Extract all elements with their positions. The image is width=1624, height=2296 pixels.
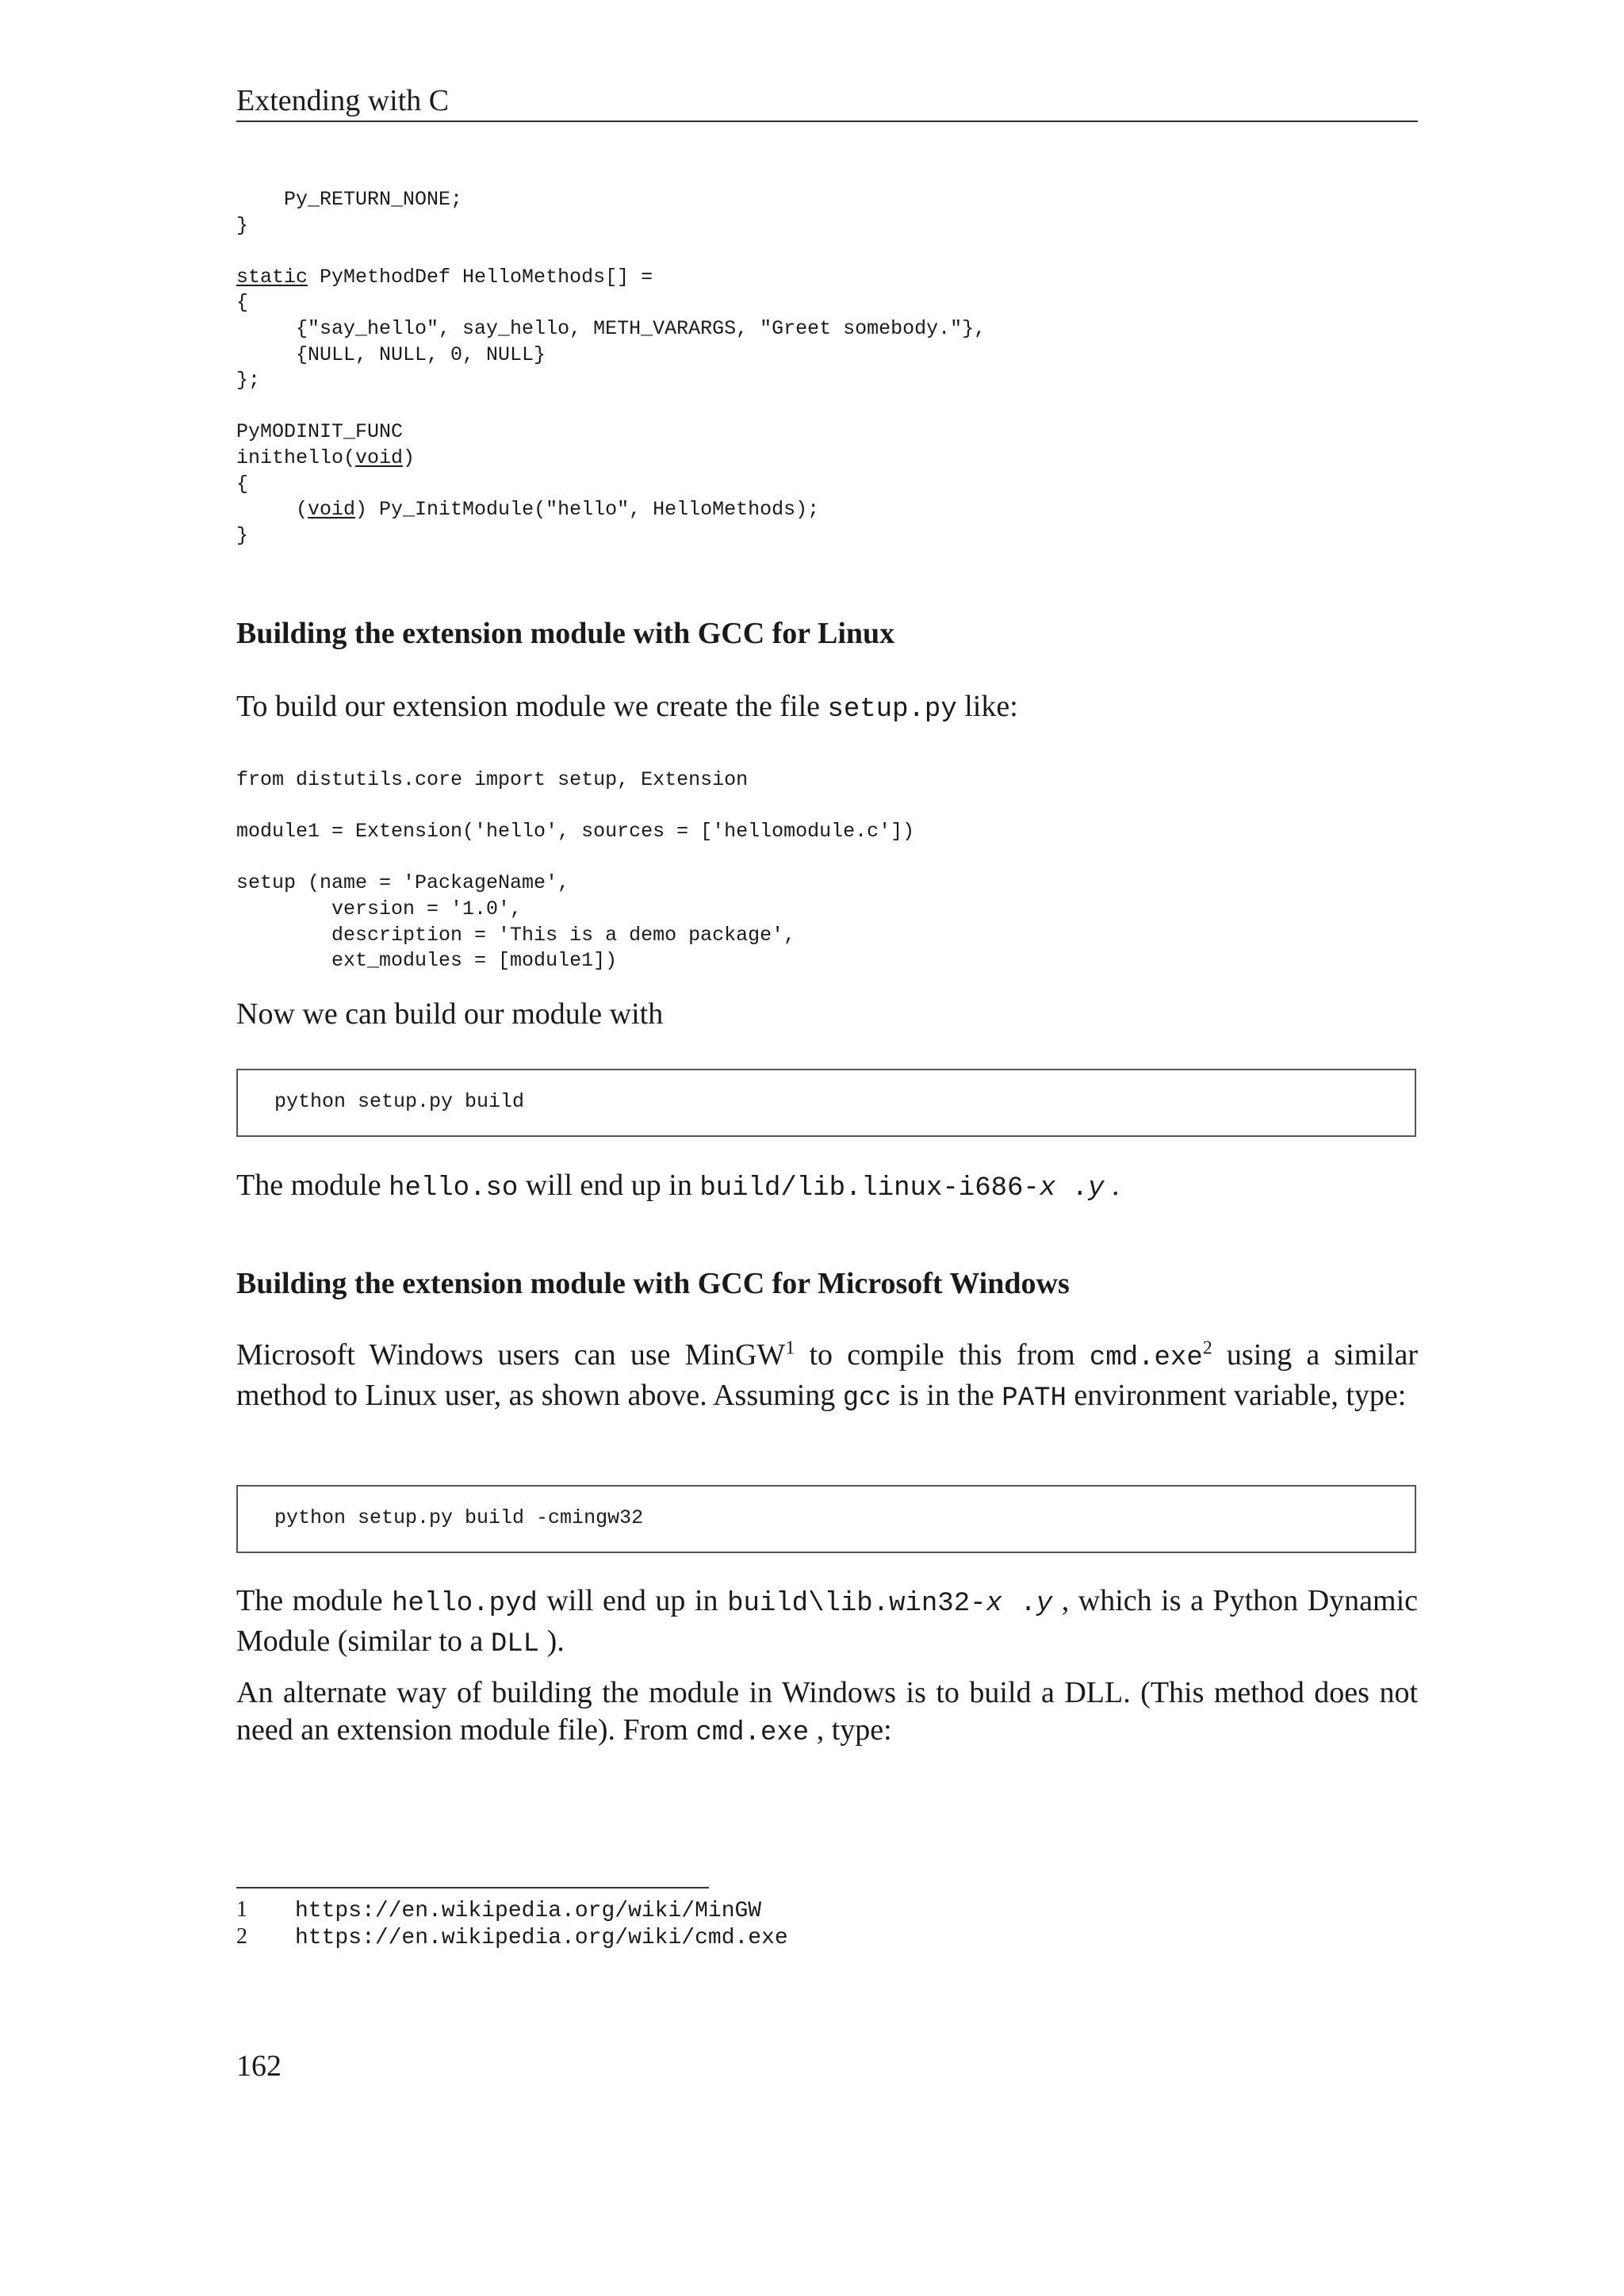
paragraph-mingw xyxy=(236,1337,1418,1418)
command-text: python setup.py build xyxy=(274,1090,525,1113)
command-text: python setup.py build -cmingw32 xyxy=(274,1506,644,1529)
footnote-ref-2[interactable]: 2 xyxy=(1202,1337,1212,1359)
code-line: module1 = Extension('hello', sources = ['hellomodule.c']) xyxy=(236,820,915,844)
code-line: { xyxy=(236,472,249,496)
filename-hello-so: hello.so xyxy=(389,1173,519,1203)
footnote-ref-1[interactable]: 1 xyxy=(785,1337,795,1359)
code-line-init-module: (void) Py_InitModule("hello", HelloMethods); xyxy=(236,498,820,522)
code-line-static: static PyMethodDef HelloMethods[] = xyxy=(236,265,653,289)
footnote-link-cmd[interactable]: https://en.wikipedia.org/wiki/cmd.exe xyxy=(295,1926,788,1950)
footnote-number: 2 xyxy=(236,1924,247,1949)
text: environment variable, type: xyxy=(1066,1379,1407,1412)
command-cmd-exe: cmd.exe xyxy=(695,1718,810,1748)
section-heading-windows: Building the extension module with GCC for Microsoft Windows xyxy=(236,1267,1070,1300)
footnote-2 xyxy=(236,1923,788,1952)
text: using a similar method to Linux user, as shown above. Assuming xyxy=(236,1338,1418,1412)
text: like: xyxy=(956,690,1018,723)
code-line: {NULL, NULL, 0, NULL} xyxy=(236,342,546,366)
env-path: PATH xyxy=(1002,1383,1067,1414)
code-block-method-table xyxy=(236,187,986,549)
code-line xyxy=(236,394,986,420)
text: ). xyxy=(539,1624,565,1658)
command-cmd-exe: cmd.exe xyxy=(1089,1343,1203,1373)
text: An alternate way of building the module in Windows is to build a DLL. (This method does not need an extension module file). From xyxy=(236,1676,1418,1747)
text: to compile this from xyxy=(795,1338,1090,1372)
code-line-inithello: inithello(void) xyxy=(236,446,416,469)
text: will end up in xyxy=(537,1584,728,1617)
code-line: } xyxy=(236,213,249,237)
keyword-static: static xyxy=(236,265,308,289)
code-line: PyMODINIT_FUNC xyxy=(236,420,404,444)
paragraph-setup-intro xyxy=(236,688,1418,729)
text: The module xyxy=(236,1584,393,1617)
command-box-linux-build xyxy=(236,1069,1416,1137)
code-line xyxy=(236,845,914,871)
keyword-void: void xyxy=(308,498,356,522)
footnote-rule xyxy=(236,1887,709,1888)
path-dot: . xyxy=(1002,1589,1036,1619)
paragraph-linux-result xyxy=(236,1167,1418,1207)
code-line: { xyxy=(236,291,249,315)
path-dot: . xyxy=(1055,1173,1089,1203)
text: The module xyxy=(236,1169,389,1202)
path-windows-build: build\lib.win32- xyxy=(727,1589,986,1619)
paragraph-build-intro: Now we can build our module with xyxy=(236,997,664,1031)
text: is in the xyxy=(891,1379,1002,1412)
text: Microsoft Windows users can use MinGW xyxy=(236,1338,786,1372)
code-line: version = '1.0', xyxy=(236,897,523,920)
var-x: x xyxy=(986,1589,1002,1619)
text: will end up in xyxy=(518,1169,700,1202)
code-line: ext_modules = [module1]) xyxy=(236,949,618,973)
code-line: }; xyxy=(236,369,261,392)
code-line: {"say_hello", say_hello, METH_VARARGS, "Greet somebody."}, xyxy=(236,316,986,340)
path-linux-build: build/lib.linux-i686- xyxy=(699,1173,1040,1203)
text: , which is a Python Dynamic Module (similar to a xyxy=(236,1584,1419,1658)
code-line: Py_RETURN_NONE; xyxy=(236,188,463,211)
code-block-setup-py xyxy=(236,767,914,974)
paragraph-dll-alternate xyxy=(236,1674,1418,1752)
code-line: description = 'This is a demo package', xyxy=(236,923,796,947)
command-box-windows-build xyxy=(236,1485,1416,1553)
code-line: } xyxy=(236,523,249,547)
var-y: y xyxy=(1088,1173,1105,1203)
paragraph-windows-result xyxy=(236,1582,1418,1663)
code-line: from distutils.core import setup, Extension xyxy=(236,768,749,791)
footnote-1 xyxy=(236,1896,761,1925)
command-gcc: gcc xyxy=(842,1383,891,1414)
var-y: y xyxy=(1036,1589,1053,1619)
var-x: x xyxy=(1039,1173,1056,1203)
keyword-void: void xyxy=(355,446,404,469)
code-line: setup (name = 'PackageName', xyxy=(236,871,570,895)
code-line xyxy=(236,239,986,265)
footnote-number: 1 xyxy=(236,1897,247,1922)
running-head: Extending with C xyxy=(236,82,1418,122)
text: To build our extension module we create the file xyxy=(236,690,828,723)
filename-hello-pyd: hello.pyd xyxy=(392,1589,538,1619)
section-heading-linux: Building the extension module with GCC for Linux xyxy=(236,617,895,650)
filename-setup-py: setup.py xyxy=(827,695,957,725)
footnote-link-mingw[interactable]: https://en.wikipedia.org/wiki/MinGW xyxy=(295,1899,762,1923)
term-dll: DLL xyxy=(490,1629,540,1659)
text: . xyxy=(1104,1169,1120,1202)
text: , type: xyxy=(809,1713,892,1747)
page-number: 162 xyxy=(236,2049,282,2083)
code-line xyxy=(236,794,914,820)
